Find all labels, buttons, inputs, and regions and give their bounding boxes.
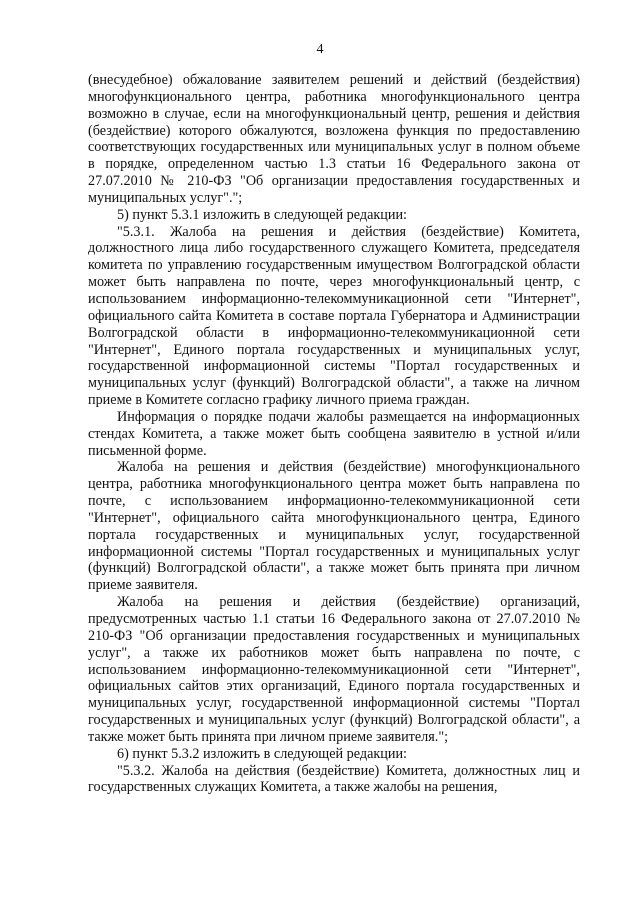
paragraph: 5) пункт 5.3.1 изложить в следующей редакции:	[117, 206, 407, 223]
paragraph: "5.3.1. Жалоба на решения и действия (бездействие) Комитета, должностного лица либо государственного служащего Комитета, председателя комитета по управлению государственным имуществом Волгоградской области может быть направлена по почте, через многофункциональный центр, с использованием информационно-телекоммуникационной сети "Интернет", официального сайта Комитета в составе портала Губернатора и Администрации Волгоградской области в информационно-телекоммуникационной сети "Интернет", Единого портала государственных и муниципальных услуг, государственной информационной системы "Портал государственных и муниципальных услуг (функций) Волгоградской области", а также на личном приеме в Комитете согласно графику личного приема граждан.	[88, 223, 580, 409]
paragraph: (внесудебное) обжалование заявителем решений и действий (бездействия) многофункционального центра, работника многофункционального центра возможно в случае, если на многофункциональный центр, решения и действия (бездействие) которого обжалуются, возложена функция по предоставлению соответствующих государственных или муниципальных услуг в полном объеме в порядке, определенном частью 1.3 статьи 16 Федерального закона от 27.07.2010 № 210-ФЗ "Об организации предоставления государственных и муниципальных услуг".";	[88, 72, 580, 206]
paragraph: Жалоба на решения и действия (бездействие) организаций, предусмотренных частью 1.1 статьи 16 Федерального закона от 27.07.2010 № 210-ФЗ "Об организации предоставления государственных и муниципальных услуг", а также их работников может быть направлена по почте, с использованием информационно-телекоммуникационной сети "Интернет", официальных сайтов этих организаций, Единого портала государственных и муниципальных услуг, государственной информационной системы "Портал государственных и муниципальных услуг (функций) Волгоградской области", а также может быть принята при личном приеме заявителя.";	[88, 594, 580, 745]
paragraph: Жалоба на решения и действия (бездействие) многофункционального центра, работника многофункционального центра может быть направлена по почте, с использованием информационно-телекоммуникационной сети "Интернет", официального сайта многофункционального центра, Единого портала государственных и муниципальных услуг, государственной информационной системы "Портал государственных и муниципальных услуг (функций) Волгоградской области", а также может быть принята при личном приеме заявителя.	[88, 459, 580, 594]
page-number: 4	[316, 42, 324, 57]
document-body	[88, 72, 580, 796]
paragraph: "5.3.2. Жалоба на действия (бездействие) Комитета, должностных лиц и государственных служащих Комитета, а также жалобы на решения,	[88, 762, 580, 796]
paragraph: 6) пункт 5.3.2 изложить в следующей редакции:	[117, 745, 407, 762]
paragraph: Информация о порядке подачи жалобы размещается на информационных стендах Комитета, а также может быть сообщена заявителю в устной и/или письменной форме.	[88, 408, 580, 459]
